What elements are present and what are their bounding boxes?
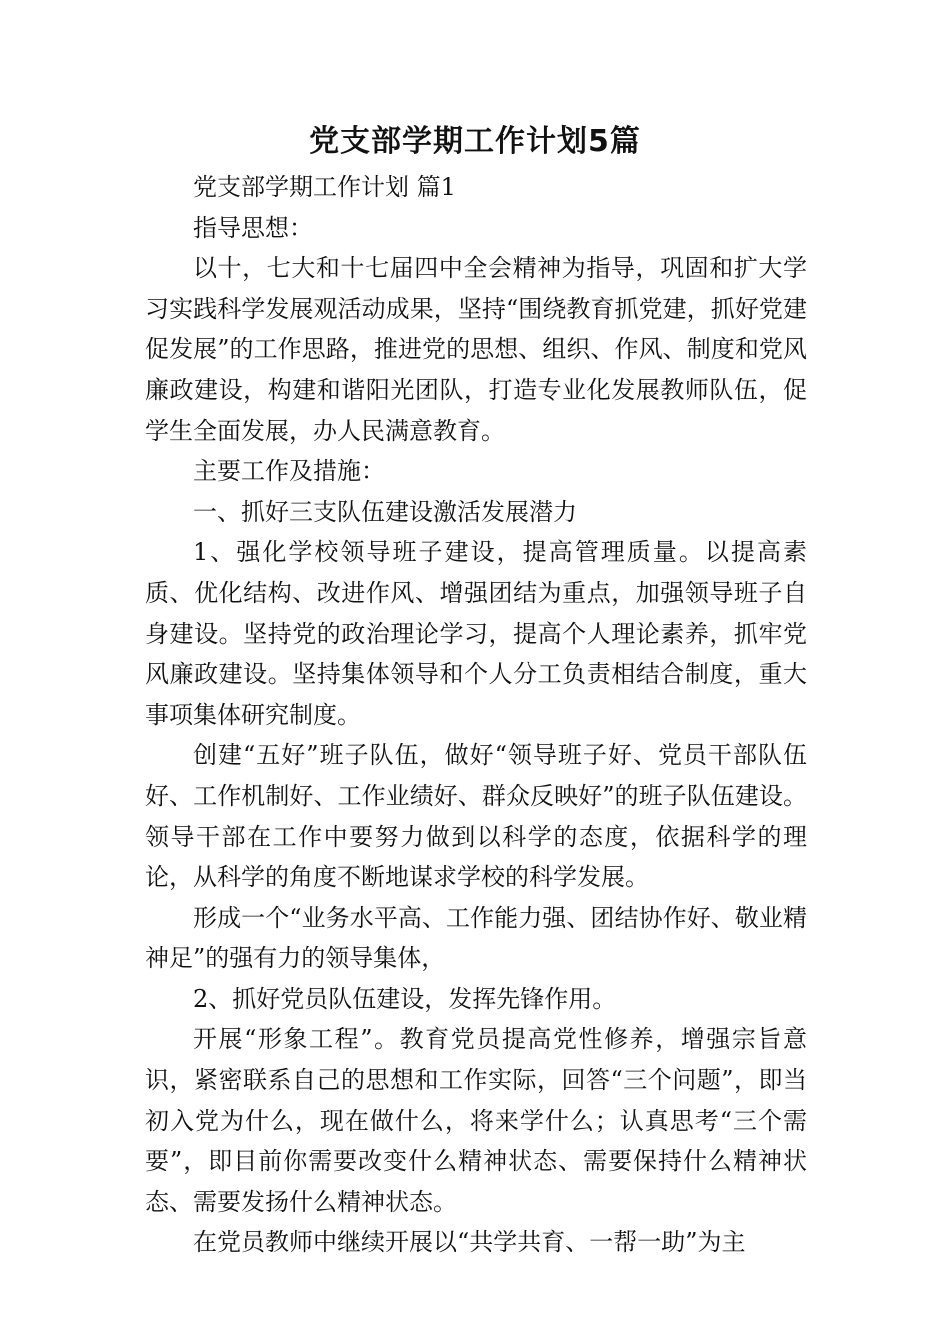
paragraph: 一、抓好三支队伍建设激活发展潜力 <box>193 497 577 526</box>
paragraph: 2、抓好党员队伍建设，发挥先锋作用。 <box>193 984 617 1013</box>
paragraph: 形成一个“业务水平高、工作能力强、团结协作好、敬业精神足”的强有力的领导集体， <box>145 903 807 973</box>
paragraph: 创建“五好”班子队伍，做好“领导班子好、党员干部队伍好、工作机制好、工作业绩好、群众反映好”的班子队伍建设。领导干部在工作中要努力做到以科学的态度，依据科学的理论，从科学的角度不断地谋求学校的科学发展。 <box>145 741 807 892</box>
document-body <box>145 167 807 1263</box>
document-title: 党支部学期工作计划5篇 <box>309 124 641 159</box>
paragraph: 以十，七大和十七届四中全会精神为指导，巩固和扩大学习实践科学发展观活动成果，坚持“围绕教育抓党建，抓好党建促发展”的工作思路，推进党的思想、组织、作风、制度和党风廉政建设，构建和谐阳光团队，打造专业化发展教师队伍，促学生全面发展，办人民满意教育。 <box>145 254 807 445</box>
paragraph: 在党员教师中继续开展以“共学共育、一帮一助”为主 <box>193 1228 746 1257</box>
paragraph: 1、强化学校领导班子建设，提高管理质量。以提高素质、优化结构、改进作风、增强团结为重点，加强领导班子自身建设。坚持党的政治理论学习，提高个人理论素养，抓牢党风廉政建设。坚持集体领导和个人分工负责相结合制度，重大事项集体研究制度。 <box>145 538 807 729</box>
paragraph: 指导思想： <box>193 213 313 242</box>
paragraph: 开展“形象工程”。教育党员提高党性修养，增强宗旨意识，紧密联系自己的思想和工作实际，回答“三个问题”，即当初入党为什么，现在做什么，将来学什么；认真思考“三个需要”，即目前你需要改变什么精神状态、需要保持什么精神状态、需要发扬什么精神状态。 <box>145 1025 807 1216</box>
paragraph: 党支部学期工作计划 篇1 <box>193 173 456 201</box>
paragraph: 主要工作及措施： <box>193 457 385 486</box>
